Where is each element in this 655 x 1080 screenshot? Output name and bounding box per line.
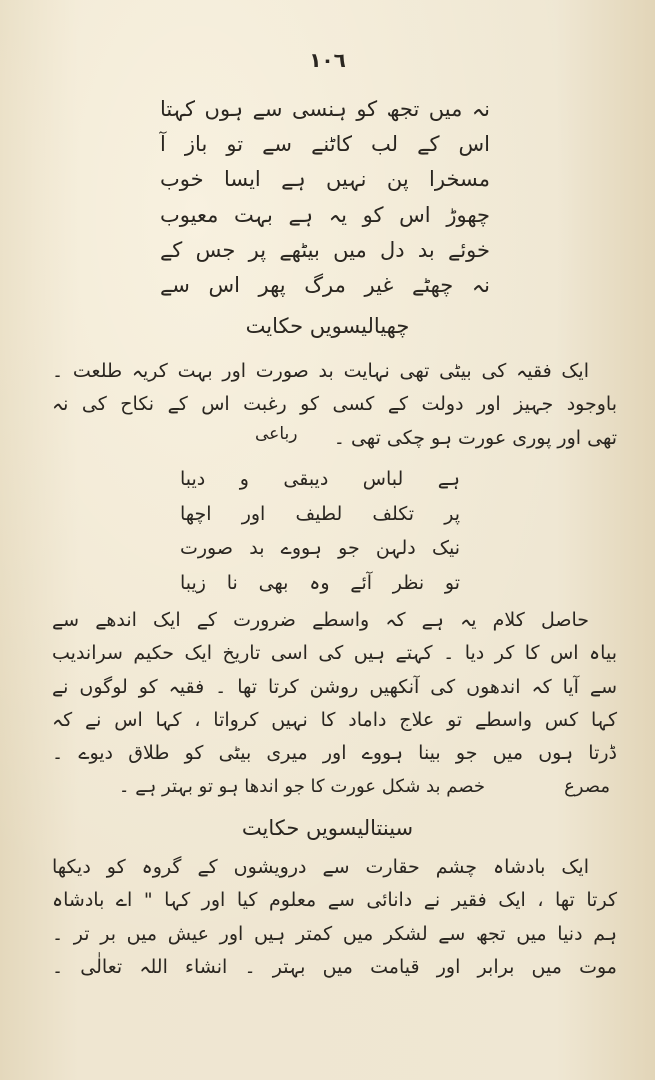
prose-line: باوجود جہیز اور دولت کے کسی کو رغبت اس کے نکاح کی نہ — [52, 393, 617, 416]
prose-line: بیاہ اس کا کر دیا ۔ کہتے ہیں کی اسی تاریخ ایک حکیم سراندیب — [52, 642, 617, 665]
stanza-line: پر تکلف لطیف اور اچھا — [180, 502, 460, 525]
stanza-line: تو نظر آئے وہ بھی نا زیبا — [180, 571, 460, 594]
section-heading-46: چھیالیسویں حکایت — [245, 314, 410, 338]
prose-line: ایک بادشاہ چشم حقارت سے درویشوں کے گروہ کو دیکھا — [52, 856, 589, 878]
story-46-conclusion — [52, 604, 617, 770]
prose-line: ہم دنیا میں تجھ سے لشکر میں کمتر ہیں اور عیش میں بر تر ۔ — [52, 922, 617, 945]
verse-line: نہ چھٹے غیر مرگ پھر اس سے — [160, 272, 490, 297]
opening-verse — [160, 92, 490, 303]
verse-line: اس کے لب کاٹنے سے تو باز آ — [160, 132, 490, 157]
prose-line: تھی اور پوری عورت ہو چکی تھی ۔ — [333, 426, 617, 449]
page-number: ١٠٦ — [309, 48, 346, 72]
rubai-label: رباعی — [255, 424, 298, 444]
prose-line: حاصل کلام یہ ہے کہ واسطے ضرورت کے ایک اندھے سے — [52, 609, 589, 631]
rubai-stanza — [180, 462, 460, 600]
prose-line: موت میں برابر اور قیامت میں بہتر ۔ انشاء اللہ تعالٰی ۔ — [52, 955, 617, 978]
verse-line: مسخرا پن نہیں ہے ایسا خوب — [160, 167, 490, 192]
stanza-line: ہے لباس دیبقی و دیبا — [180, 468, 460, 490]
prose-line: ڈرتا ہوں میں جو بینا ہووے اور میری بیٹی کو طلاق دیوے ۔ — [52, 742, 617, 765]
prose-line: کرتا تھا ، ایک فقیر نے دانائی سے معلوم کیا اور کہا " اے بادشاہ — [52, 889, 617, 912]
stanza-line: نیک دلہن جو ہووے بد صورت — [180, 537, 460, 560]
verse-line: نہ میں تجھ کو ہنسی سے ہوں کہتا — [160, 97, 490, 121]
section-heading-47: سینتالیسویں حکایت — [241, 816, 414, 840]
misra-label: مصرع — [564, 776, 610, 797]
prose-line: ایک فقیہ کی بیٹی تھی نہایت بد صورت اور بہت کریہ طلعت ۔ — [52, 360, 589, 382]
prose-line: سے آیا کہ اندھوں کی آنکھیں روشن کرتا تھا ۔ فقیہ کو لوگوں نے — [52, 675, 617, 698]
prose-line: کہا کس واسطے تو علاج داماد کا نہیں کرواتا ، کہا اس نے کہ — [52, 708, 617, 731]
story-46-paragraph — [52, 355, 617, 455]
verse-line: چھوڑ اس کو یہ ہے بہت معیوب — [160, 202, 490, 227]
misra-text: خصم بد شکل عورت کا جو اندھا ہو تو بہتر ہے ۔ — [118, 776, 485, 797]
verse-line: خوئے بد دل میں بیٹھے پر جس کے — [160, 237, 490, 262]
story-47-paragraph — [52, 851, 617, 984]
